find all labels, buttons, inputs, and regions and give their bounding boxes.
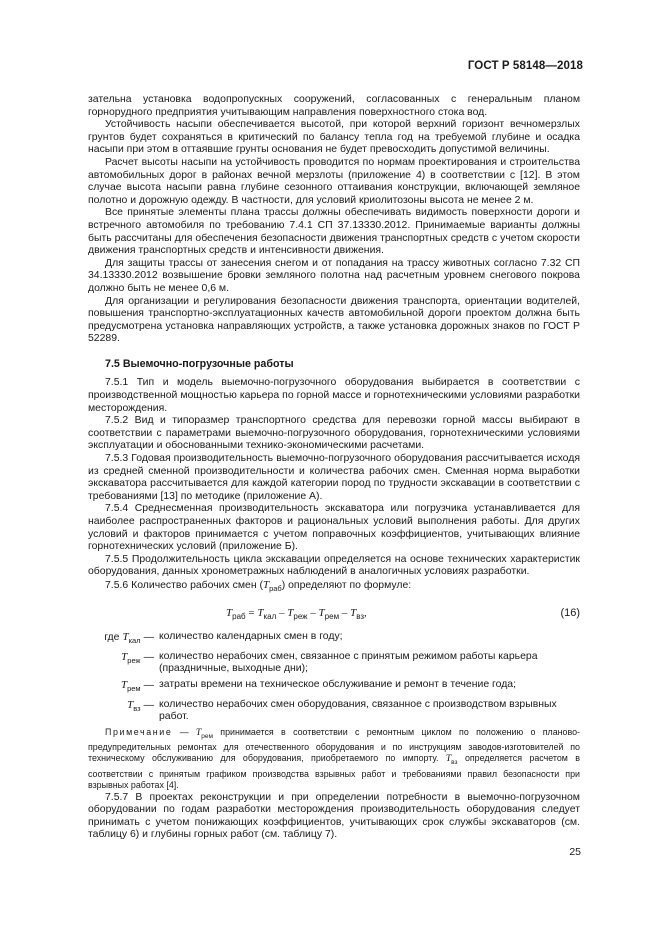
section-heading: 7.5 Выемочно-погрузочные работы: [105, 357, 294, 370]
paragraph-formula-intro: 7.5.6 Количество рабочих смен $(T_{раб})$ определяют по формуле:: [105, 578, 412, 594]
formula-expression: $T_{раб} = T_{кал} - T_{реж} - T_{рем} - T_{вз}$,: [226, 606, 367, 621]
page-number: 25: [569, 846, 581, 858]
paragraph: 7.5.7 В проектах реконструкции и при определении потребности в выемочно-погрузочном оборудовании по годам разработки месторождения производительность оборудования следует принимать с учетом понижающих коэффициентов, учитывающих срок службы экскаваторов (см. таблицу 6) и глубины горных работ (см. таблицу 7).: [88, 791, 580, 841]
definition-row: $T_{вз}$ — количество нерабочих смен оборудования, связанное с производством взрывных работ.: [127, 698, 557, 723]
formula-number: (16): [560, 606, 580, 619]
definition-row: $T_{рем}$ — затраты времени на техническое обслуживание и ремонт в течение года;: [120, 678, 516, 693]
note: Примечание — $T_{рем}$ принимается в соответствии с ремонтным циклом по положению о планово-предупредительных ремонтах для отечественного оборудования и по инструкциям заводов-изготовителей по техническому обслуживанию для оборудования, приобретаемого по импорту. $T_{вз}$ определяется расчетом в соответствии с принятым графиком производства взрывных работ и требованиями правил безопасности при взрывных работах [4].: [88, 726, 580, 791]
paragraph: Все принятые элементы плана трассы должны обеспечивать видимость поверхности дороги и встречного автомобиля по требованию 7.4.1 СП 37.13330.2012. Принимаемые варианты должны быть рассчитаны для обеспечения безопасности движения транспортных средств с учетом скорости движения транспортных средств и интенсивности движения.: [88, 207, 580, 257]
document-header: ГОСТ Р 58148—2018: [467, 60, 583, 72]
page-content: [88, 94, 580, 842]
paragraph: 7.5.2 Вид и типоразмер транспортного средства для перевозки горной массы выбирают в соответствии с параметрами выемочно-погрузочного оборудования, горнотехническими условиями эксплуатации и обоснованными технико-экономическими расчетами.: [88, 415, 580, 452]
paragraph: зательна установка водопропускных сооружений, согласованных с генеральным планом горнорудного предприятия учитывающим направления поверхностного стока вод.: [88, 94, 580, 118]
definition-row: где $T_{кал}$ — количество календарных смен в году;: [104, 630, 343, 645]
paragraph: Для защиты трассы от занесения снегом и от попадания на трассу животных согласно 7.32 СП 34.13330.2012 возвышение бровки земляного полотна над расчетным уровнем снегового покрова должно быть не менее 0,6 м.: [88, 257, 580, 294]
formula: [88, 600, 580, 626]
definition-row: $T_{реж}$ — количество нерабочих смен, связанное с принятым режимом работы карьера (праздничные, выходные дни);: [121, 650, 538, 675]
paragraph: Расчет высоты насыпи на устойчивость проводится по нормам проектирования и строительства автомобильных дорог в районах вечной мерзлоты (приложение 4) в соответствии с [12]. В этом случае высота насыпи равна глубине сезонного оттаивания конструкции, включающей земляное полотно и дорожную одежду. В частности, для условий криолитозоны высота не менее 2 м.: [88, 156, 580, 206]
paragraph: 7.5.1 Тип и модель выемочно-погрузочного оборудования выбирается в соответствии с производственной мощностью карьера по горной массе и горнотехническими условиями разработки месторождения.: [88, 377, 580, 414]
paragraph: 7.5.3 Годовая производительность выемочно-погрузочного оборудования рассчитывается исходя из средней сменной производительности и количества рабочих смен. Сменная норма выработки экскаватора рассчитывается для каждой категории пород по трудности экскавации в соответствии с требованиями [13] по методике (приложение А).: [88, 453, 580, 502]
formula-variable: $T_{раб}$: [262, 578, 282, 594]
paragraph: Устойчивость насыпи обеспечивается высотой, при которой верхний горизонт вечномерзлых грунтов будет сохраняться в критический по балансу тепла год на требуемой глубине и осадка насыпи при этом в оттаявшие грунты основания не будет превосходить допустимой величины.: [88, 119, 580, 156]
paragraph: 7.5.4 Среднесменная производительность экскаватора или погрузчика устанавливается для наиболее распространенных факторов и рациональных условий выполнения работы. Для других условий и факторов принимается с учетом поправочных коэффициентов, учитывающих влияние горнотехнических условий (приложение Б).: [88, 503, 580, 553]
paragraph: 7.5.5 Продолжительность цикла экскавации определяется на основе технических характеристик оборудования, данных хронометражных наблюдений в аналогичных условиях разработки.: [88, 553, 580, 578]
variable-definitions: [88, 631, 580, 724]
paragraph: Для организации и регулирования безопасности движения транспорта, ориентации водителей, повышения транспортно-эксплуатационных качеств автомобильной дороги проектом должна быть предусмотрена установка направляющих устройств, а также установка дорожных знаков по ГОСТ Р 52289.: [88, 295, 580, 345]
